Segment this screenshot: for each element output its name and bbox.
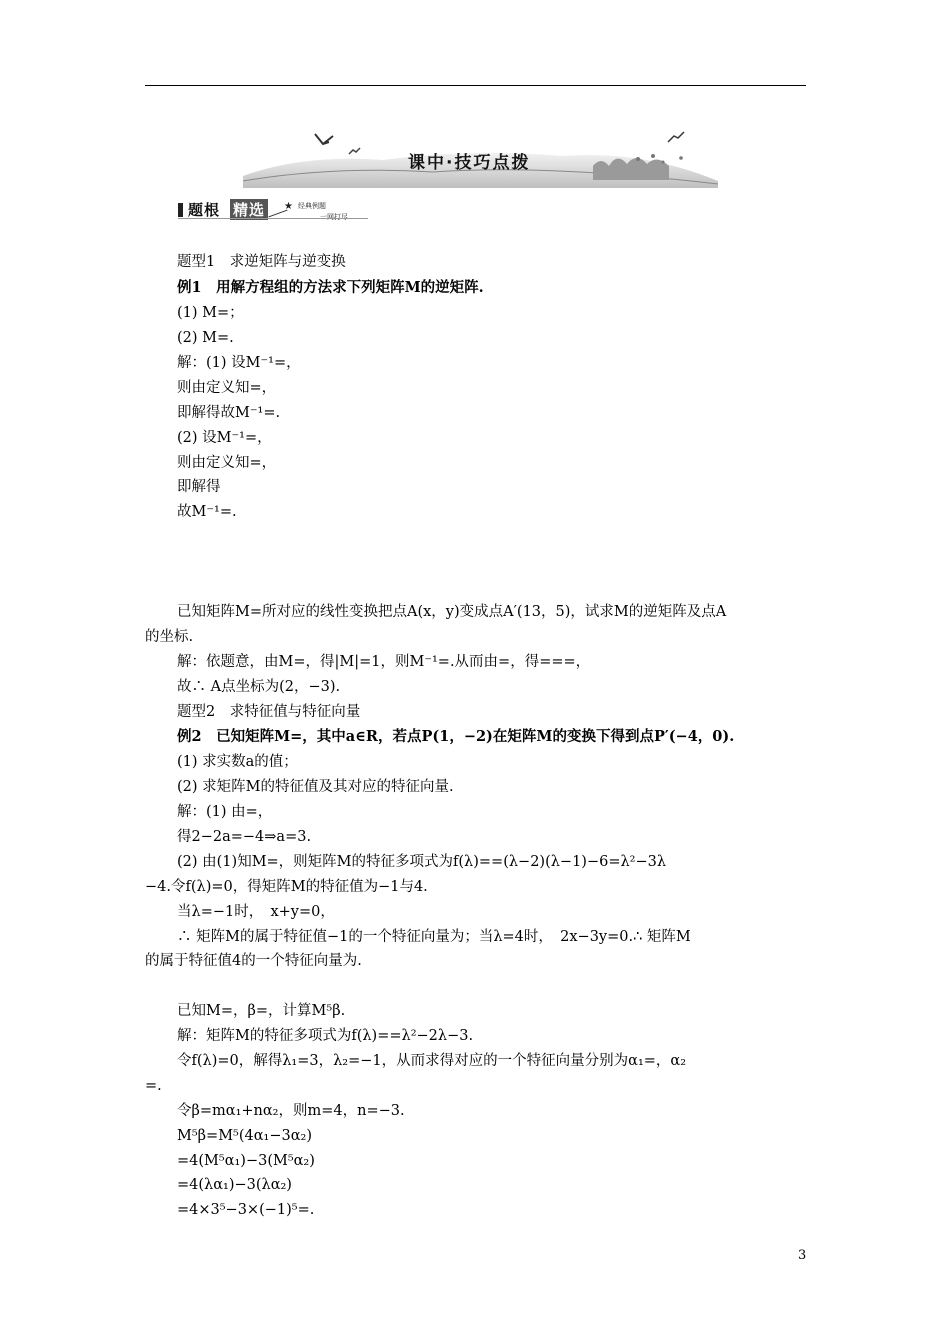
- text-line: (1) M=；: [177, 305, 244, 321]
- bird-icon: [349, 148, 360, 154]
- text-line: 解：(1) 设M⁻¹=，: [177, 355, 301, 371]
- text-line: 令f(λ)=0，解得λ₁=3，λ₂=−1，从而求得对应的一个特征向量分别为α₁=，α₂: [177, 1053, 687, 1069]
- heading-type-1: 题型1 求逆矩阵与逆变换: [177, 254, 346, 270]
- heading-type-2: 题型2 求特征值与特征向量: [177, 704, 361, 720]
- text-line: 已知矩阵M=所对应的线性变换把点A(x，y)变成点A′(13，5)，试求M的逆矩阵及点A: [177, 604, 727, 620]
- example-1-title: 例1 用解方程组的方法求下列矩阵M的逆矩阵.: [177, 279, 484, 296]
- text-line: −4.令f(λ)=0，得矩阵M的特征值为−1与4.: [145, 879, 428, 895]
- text-line: =4(M⁵α₁)−3(M⁵α₂): [177, 1153, 315, 1169]
- text-line: M⁵β=M⁵(4α₁−3α₂): [177, 1128, 312, 1144]
- text-line: (2) M=.: [177, 330, 234, 346]
- banner-title: 课中·技巧点拨: [408, 153, 531, 173]
- text-line: =.: [145, 1078, 162, 1094]
- page-number: 3: [798, 1248, 807, 1263]
- bird-icon: [668, 132, 684, 142]
- text-line: 即解得: [177, 479, 221, 495]
- section-tag: [178, 199, 368, 225]
- bird-icon: [315, 134, 333, 144]
- section-banner: [243, 126, 718, 188]
- text-line: 故M⁻¹=.: [177, 504, 237, 520]
- star-icon: ★: [284, 201, 293, 212]
- text-line: 的坐标.: [145, 629, 194, 645]
- tag-small-text-2: 一网打尽: [320, 213, 348, 221]
- text-line: =4(λα₁)−3(λα₂): [177, 1177, 292, 1193]
- text-line: 则由定义知=，: [177, 380, 277, 396]
- text-line: =4×3⁵−3×(−1)⁵=.: [177, 1202, 315, 1218]
- tag-small-text-1: 经典例题: [298, 202, 326, 210]
- text-line: 解：矩阵M的特征多项式为f(λ)==λ²−2λ−3.: [177, 1028, 474, 1044]
- tag-main-text: 题根: [188, 201, 221, 219]
- text-line: 得2−2a=−4⇒a=3.: [177, 829, 312, 845]
- tag-underline: [178, 218, 368, 219]
- text-line: 的属于特征值4的一个特征向量为.: [145, 953, 362, 969]
- text-line: 即解得故M⁻¹=.: [177, 405, 281, 421]
- example-2-title: 例2 已知矩阵M=，其中a∈R，若点P(1，−2)在矩阵M的变换下得到点P′(−4，0).: [177, 728, 735, 745]
- text-line: 则由定义知=，: [177, 455, 277, 471]
- header-rule: [145, 85, 806, 86]
- text-line: (2) 由(1)知M=，则矩阵M的特征多项式为f(λ)==(λ−2)(λ−1)−6=λ²−3λ: [177, 854, 667, 870]
- tag-highlight-text: 精选: [230, 199, 268, 220]
- text-line: 故∴ A点坐标为(2，−3).: [177, 679, 341, 695]
- text-line: 已知M=，β=，计算M⁵β.: [177, 1003, 346, 1019]
- text-line: (2) 求矩阵M的特征值及其对应的特征向量.: [177, 779, 454, 795]
- text-line: 令β=mα₁+nα₂，则m=4，n=−3.: [177, 1103, 405, 1119]
- text-line: 解：依题意，由M=，得|M|=1，则M⁻¹=.从而由=，得===，: [177, 654, 591, 670]
- text-line: (1) 求实数a的值；: [177, 754, 298, 770]
- text-line: 解：(1) 由=，: [177, 804, 273, 820]
- text-line: ∴ 矩阵M的属于特征值−1的一个特征向量为；当λ=4时， 2x−3y=0.∴ 矩阵M: [177, 929, 691, 945]
- tag-square-icon: [178, 203, 183, 217]
- text-line: 当λ=−1时， x+y=0，: [177, 904, 335, 920]
- text-line: (2) 设M⁻¹=，: [177, 430, 272, 446]
